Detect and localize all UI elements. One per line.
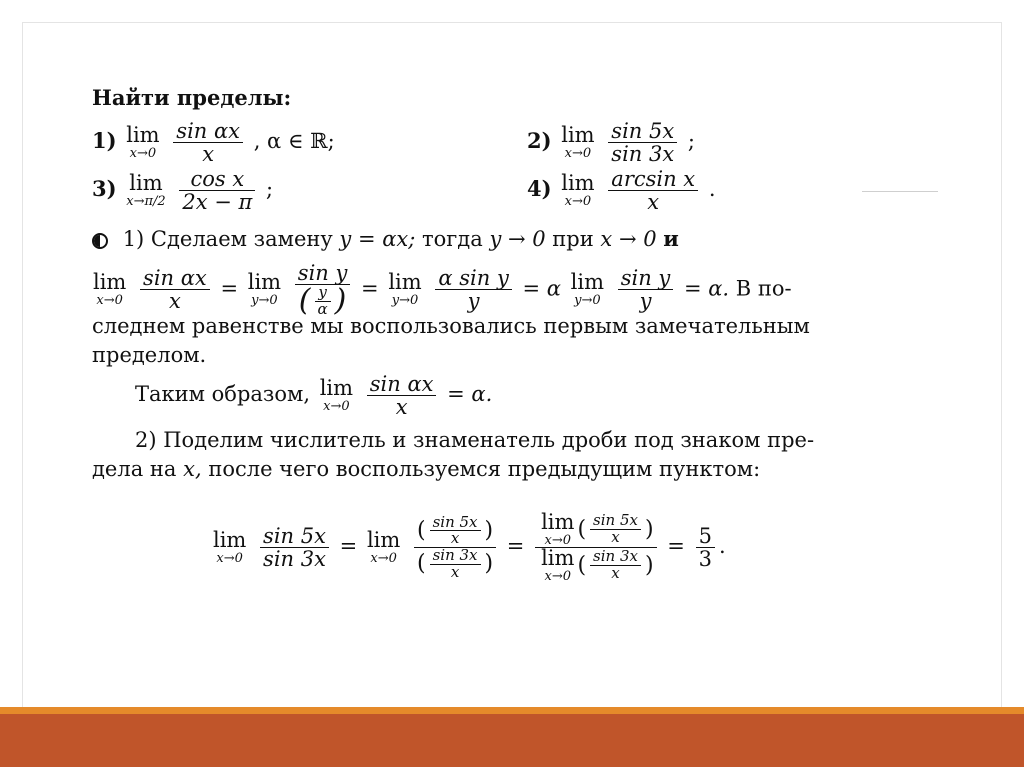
solution-text: и xyxy=(663,226,679,251)
task-1-fraction xyxy=(173,120,243,165)
numerator: sin αx xyxy=(140,267,210,290)
denominator: 2x − π xyxy=(182,190,253,215)
eq1-limit-3 xyxy=(388,272,421,307)
lim-sub: x→0 xyxy=(370,551,397,566)
heading: Найти пределы: xyxy=(92,85,292,110)
lim-sub: x→0 xyxy=(544,569,572,584)
lim-word: lim xyxy=(561,171,595,196)
numerator: 5 xyxy=(696,525,715,548)
numerator: sin 5x xyxy=(430,515,481,532)
math-arrow: y → 0 xyxy=(489,227,546,251)
task-4-tail: . xyxy=(708,177,716,202)
lim-word: lim xyxy=(541,546,575,570)
lim-sub: y→0 xyxy=(574,293,601,309)
final-period: . xyxy=(718,534,726,558)
lim-word: lim xyxy=(213,528,247,552)
final-limit-1 xyxy=(213,530,246,565)
solution-text: тогда xyxy=(422,227,483,251)
numerator: sin y xyxy=(618,267,674,290)
denominator: y xyxy=(467,289,480,314)
lim-word: lim xyxy=(93,270,127,295)
denominator: x xyxy=(450,562,460,581)
task-4-limit xyxy=(561,173,594,208)
lim-sub: x→0 xyxy=(323,399,350,415)
denominator: x xyxy=(647,190,660,215)
solution-text: при xyxy=(552,227,594,251)
bottom-bar xyxy=(0,714,1024,767)
numerator: y xyxy=(315,285,331,302)
task-4 xyxy=(527,168,716,213)
lim-sub: x→0 xyxy=(544,533,572,548)
solution-bullet-icon xyxy=(92,233,108,249)
task-3-limit xyxy=(126,173,165,208)
lim-sub: x→0 xyxy=(129,146,157,162)
numerator: sin 5x xyxy=(260,525,329,548)
numerator: sin 5x xyxy=(608,120,677,143)
eq1-limit-2 xyxy=(248,272,281,307)
decorative-line xyxy=(862,191,938,192)
denominator: 3 xyxy=(698,547,712,571)
lim-sub: x→0 xyxy=(96,293,123,309)
denominator: sin 3x xyxy=(611,142,675,167)
numerator: sin αx xyxy=(367,373,437,396)
task-2-limit xyxy=(561,125,594,160)
numerator: arcsin x xyxy=(608,168,698,191)
denominator: lim x→0 ( $\frac{\sin 3x}{x}$ ) xyxy=(541,546,654,584)
eq1-fraction-2 xyxy=(295,262,351,318)
lim-sub: y→0 xyxy=(251,293,278,309)
eq1-limit-4 xyxy=(571,272,604,307)
solution-text: В по- xyxy=(735,276,792,301)
denominator: ( $\frac{\sin 3x}{x}$ ) xyxy=(416,546,494,581)
alpha-symbol: α xyxy=(546,276,561,301)
task-1-tail: , α ∈ ℝ; xyxy=(253,129,335,154)
denominator: α xyxy=(317,299,328,318)
solution-line-4: пределом. xyxy=(92,343,207,367)
denominator: x xyxy=(611,564,620,582)
task-4-number: 4) xyxy=(527,176,552,202)
solution-text: Таким образом, xyxy=(135,382,311,407)
denominator: x xyxy=(395,395,408,420)
task-2 xyxy=(527,120,695,165)
lim-word: lim xyxy=(541,510,575,534)
lim-sub: x→0 xyxy=(564,194,592,210)
denominator: y xyxy=(639,289,652,314)
numerator: sin y xyxy=(295,262,351,285)
denominator: x xyxy=(168,289,181,314)
final-limit-2 xyxy=(367,530,400,565)
task-1-limit xyxy=(126,125,159,160)
eq1-limit-1 xyxy=(93,272,126,307)
lim-sub: x→π/2 xyxy=(126,194,166,210)
denominator: x xyxy=(450,529,460,548)
eq1-fraction-3 xyxy=(435,267,511,312)
task-3-number: 3) xyxy=(92,176,117,202)
eq1-fraction-1 xyxy=(140,267,210,312)
solution-line-1 xyxy=(92,227,679,251)
thus-result: = α. xyxy=(447,382,493,407)
eq1-result: = α. xyxy=(683,276,730,301)
task-3-fraction xyxy=(179,168,255,213)
math-arrow: x → 0 xyxy=(600,227,657,251)
lim-word: lim xyxy=(126,123,160,148)
final-fraction-2 xyxy=(414,512,496,581)
equation-1: lim x→0 $\frac{\text{sin αx}}{x}$ = lim y→0 sin y ( $\frac{y}{\alpha}$ ) = lim y→0 $\frac{\text{α sin y}}{y}$ = α lim y→0 $\frac{\text{sin y}}{y}$ = α. В по- xyxy=(93,261,792,319)
lim-sub: x→0 xyxy=(216,551,243,566)
thus-limit xyxy=(320,378,353,413)
task-2-number: 2) xyxy=(527,128,552,154)
numerator: α sin y xyxy=(435,267,511,290)
final-result xyxy=(696,525,715,570)
numerator: sin 5x xyxy=(590,513,641,530)
solution-text: после чего воспользуемся предыдущим пунктом: xyxy=(208,457,761,481)
task-2-tail: ; xyxy=(687,129,695,154)
task-1 xyxy=(92,120,335,165)
lim-word: lim xyxy=(247,270,282,295)
task-3 xyxy=(92,168,273,213)
solution-line-3: следнем равенстве мы воспользовались первым замечательным xyxy=(92,314,810,338)
lim-word: lim xyxy=(561,123,595,148)
part2-line-2 xyxy=(92,457,760,481)
numerator: cos x xyxy=(179,168,255,191)
lim-word: lim xyxy=(570,270,605,295)
denominator: x xyxy=(611,528,620,546)
task-3-tail: ; xyxy=(266,177,274,202)
denominator: ( $\frac{y}{\alpha}$ ) xyxy=(298,283,347,319)
substitution: y = αx; xyxy=(339,227,416,251)
solution-text: 1) Сделаем замену xyxy=(122,227,333,251)
lim-word: lim xyxy=(388,270,422,295)
numerator: sin 3x xyxy=(590,549,641,566)
final-fraction-1 xyxy=(260,525,329,570)
numerator: sin 3x xyxy=(430,548,481,565)
thus-fraction xyxy=(367,373,437,418)
lim-word: lim xyxy=(366,528,401,552)
numerator: lim x→0 ( $\frac{\sin 5x}{x}$ ) xyxy=(535,512,656,548)
numerator: sin αx xyxy=(173,120,243,143)
lim-word: lim xyxy=(319,376,354,401)
lim-sub: y→0 xyxy=(391,293,419,309)
thus-line xyxy=(135,373,492,418)
task-1-number: 1) xyxy=(92,128,117,154)
task-4-fraction xyxy=(608,168,698,213)
final-equation: lim x→0 $\frac{\sin 5x}{\sin 3x}$ = lim x→0 ( $\frac{\sin 5x}{x}$ ) ( $\frac{\sin 3x}{x}$ ) = lim x→0 ( $\frac{\sin 5x}{x}$ ) lim x→0 ( $\frac{\sin 3x}{x}$ ) = $\frac{5}{3}$ . xyxy=(213,510,726,584)
final-fraction-3 xyxy=(535,512,656,583)
numerator: ( $\frac{\sin 5x}{x}$ ) xyxy=(414,515,496,549)
eq1-fraction-4 xyxy=(618,267,674,312)
denominator: x xyxy=(202,142,215,167)
solution-text: дела на xyxy=(92,457,177,481)
part2-line-1: 2) Поделим числитель и знаменатель дроби под знаком пре- xyxy=(135,428,815,452)
bottom-accent-stripe xyxy=(0,707,1024,714)
task-2-fraction xyxy=(608,120,677,165)
math-x: x, xyxy=(183,457,202,481)
lim-word: lim xyxy=(129,171,163,196)
lim-sub: x→0 xyxy=(564,146,592,162)
denominator: sin 3x xyxy=(263,547,326,571)
